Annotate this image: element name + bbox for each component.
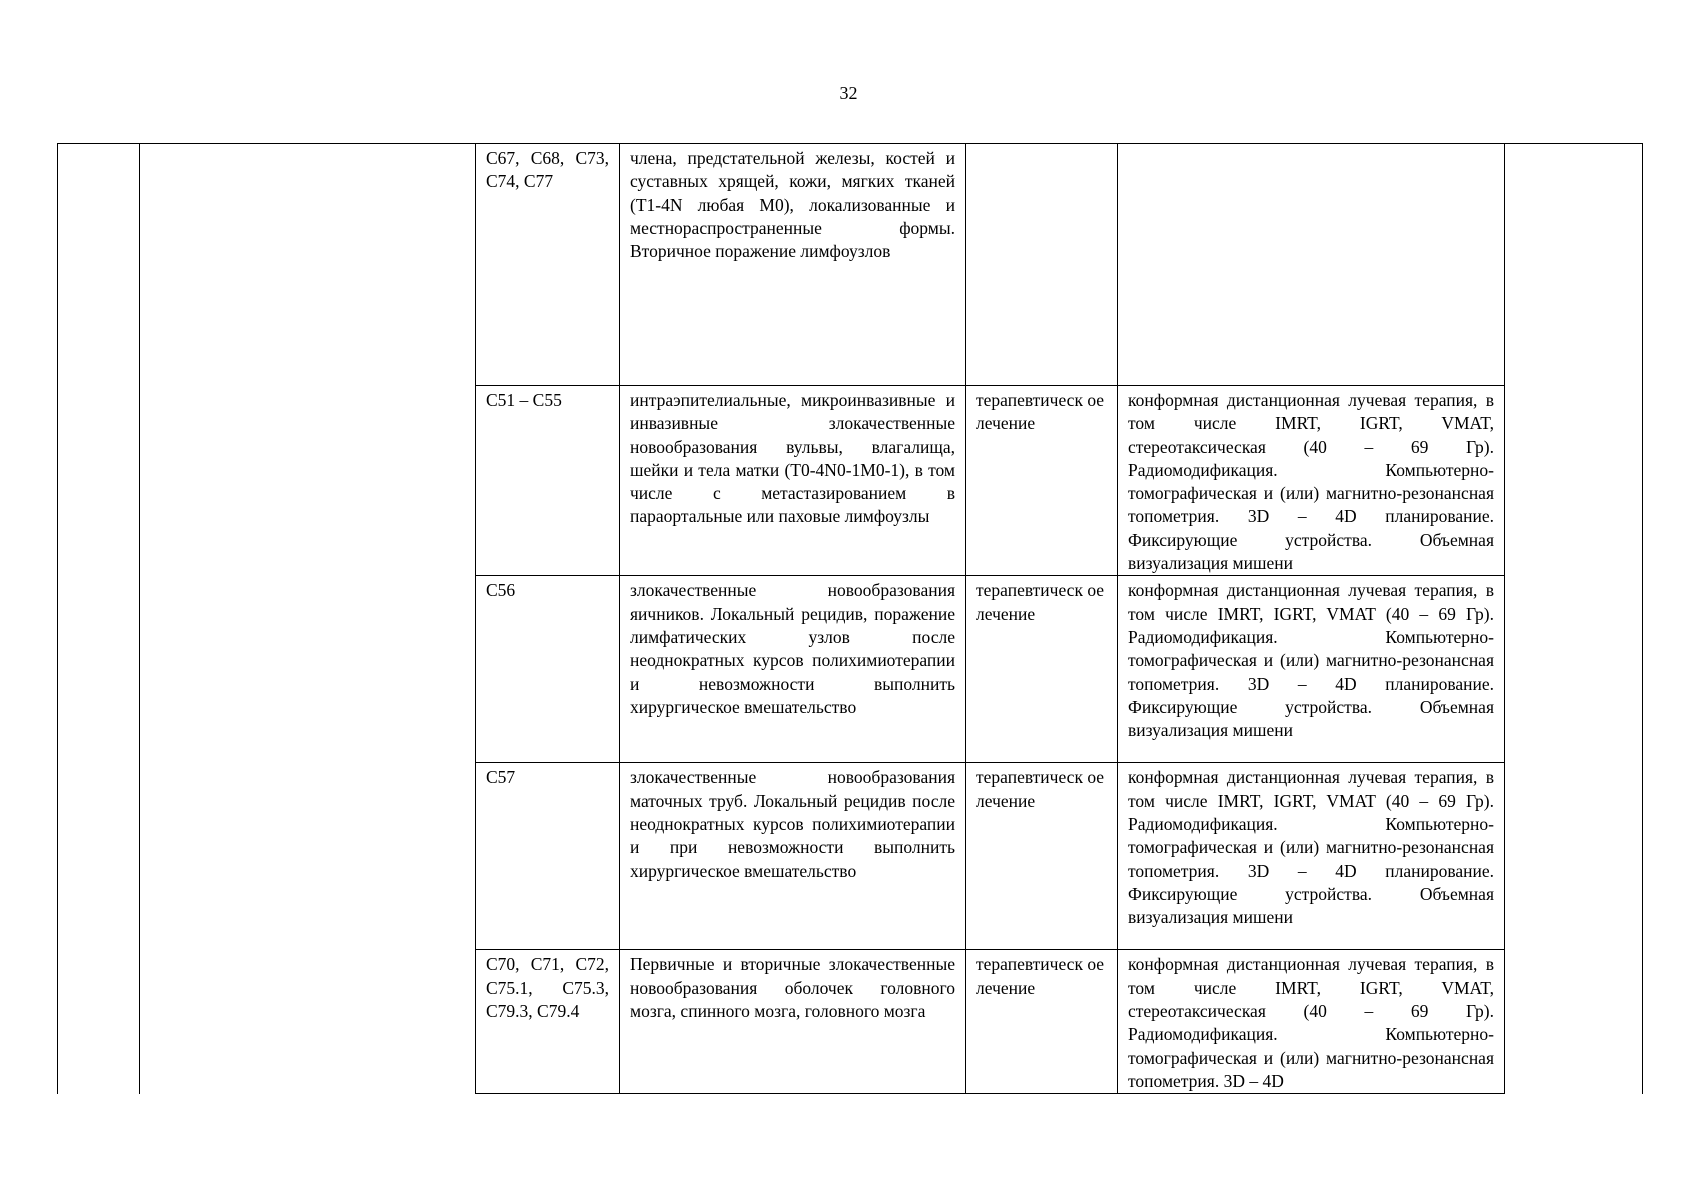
- icd-code: C70, C71, C72, C75.1, C75.3, C79.3, C79.4: [486, 954, 609, 1021]
- treatment-type: терапевтическ ое лечение: [976, 767, 1105, 811]
- method-cell: [1118, 576, 1505, 763]
- empty-cell-group: [140, 144, 476, 1094]
- icd-code-cell: [476, 144, 620, 386]
- diagnosis-cell: [620, 763, 966, 950]
- treatment-type: терапевтическ ое лечение: [976, 580, 1105, 624]
- method-text: конформная дистанционная лучевая терапия, в том числе IMRT, IGRT, VMAT (40 – 69 Гр). Радиомодификация. Компьютерно-томографическая и (или) магнитно-резонансная топометрия. 3D – 4D планирование. Фиксирующие устройства. Объемная визуализация мишени: [1128, 580, 1494, 741]
- treatment-type-cell: [966, 576, 1118, 763]
- icd-code-cell: [476, 386, 620, 576]
- treatment-type-cell: [966, 950, 1118, 1094]
- icd-code-cell: [476, 763, 620, 950]
- treatment-type: терапевтическ ое лечение: [976, 390, 1105, 434]
- icd-code: C56: [486, 580, 516, 601]
- table-row: [58, 144, 1643, 386]
- method-text: конформная дистанционная лучевая терапия, в том числе IMRT, IGRT, VMAT, стереотаксическая (40 – 69 Гр). Радиомодификация. Компьютерно-томографическая и (или) магнитно-резонансная топометрия. 3D – 4D планирование. Фиксирующие устройства. Объемная визуализация мишени: [1128, 390, 1494, 574]
- diagnosis-text: члена, предстательной железы, костей и суставных хрящей, кожи, мягких тканей (T1-4N любая M0), локализованные и местнораспространенные формы. Вторичное поражение лимфоузлов: [630, 148, 955, 262]
- empty-cell-cost: [1505, 144, 1643, 1094]
- diagnosis-cell: [620, 386, 966, 576]
- method-cell: [1118, 763, 1505, 950]
- treatment-type-cell: [966, 386, 1118, 576]
- diagnosis-cell: [620, 950, 966, 1094]
- diagnosis-text: интраэпителиальные, микроинвазивные и инвазивные злокачественные новообразования вульвы, влагалища, шейки и тела матки (T0-4N0-1M0-1), в том числе с метастазированием в параортальные или паховые лимфоузлы: [630, 390, 955, 527]
- diagnosis-text: Первичные и вторичные злокачественные новообразования оболочек головного мозга, спинного мозга, головного мозга: [630, 954, 955, 1021]
- treatment-table: [57, 143, 1643, 1094]
- icd-code: C67, C68, C73, C74, C77: [486, 148, 609, 192]
- icd-code-cell: [476, 576, 620, 763]
- diagnosis-cell: [620, 144, 966, 386]
- diagnosis-cell: [620, 576, 966, 763]
- treatment-type-cell: [966, 763, 1118, 950]
- treatment-type-cell: [966, 144, 1118, 386]
- treatment-type: терапевтическ ое лечение: [976, 954, 1105, 998]
- method-text: конформная дистанционная лучевая терапия, в том числе IMRT, IGRT, VMAT (40 – 69 Гр). Радиомодификация. Компьютерно-томографическая и (или) магнитно-резонансная топометрия. 3D – 4D планирование. Фиксирующие устройства. Объемная визуализация мишени: [1128, 767, 1494, 928]
- icd-code-cell: [476, 950, 620, 1094]
- method-cell: [1118, 950, 1505, 1094]
- icd-code: C51 – C55: [486, 390, 562, 410]
- method-cell: [1118, 144, 1505, 386]
- method-cell: [1118, 386, 1505, 576]
- icd-code: C57: [486, 767, 516, 788]
- page-number: 32: [839, 83, 858, 103]
- method-text: конформная дистанционная лучевая терапия, в том числе IMRT, IGRT, VMAT, стереотаксическая (40 – 69 Гр). Радиомодификация. Компьютерно-томографическая и (или) магнитно-резонансная топометрия. 3D – 4D: [1128, 954, 1494, 1091]
- diagnosis-text: злокачественные новообразования яичников. Локальный рецидив, поражение лимфатических узлов после неоднократных курсов полихимиотерапии и невозможности выполнить хирургическое вмешательство: [630, 580, 955, 717]
- empty-cell-number: [58, 144, 140, 1094]
- diagnosis-text: злокачественные новообразования маточных труб. Локальный рецидив после неоднократных курсов полихимиотерапии и при невозможности выполнить хирургическое вмешательство: [630, 767, 955, 881]
